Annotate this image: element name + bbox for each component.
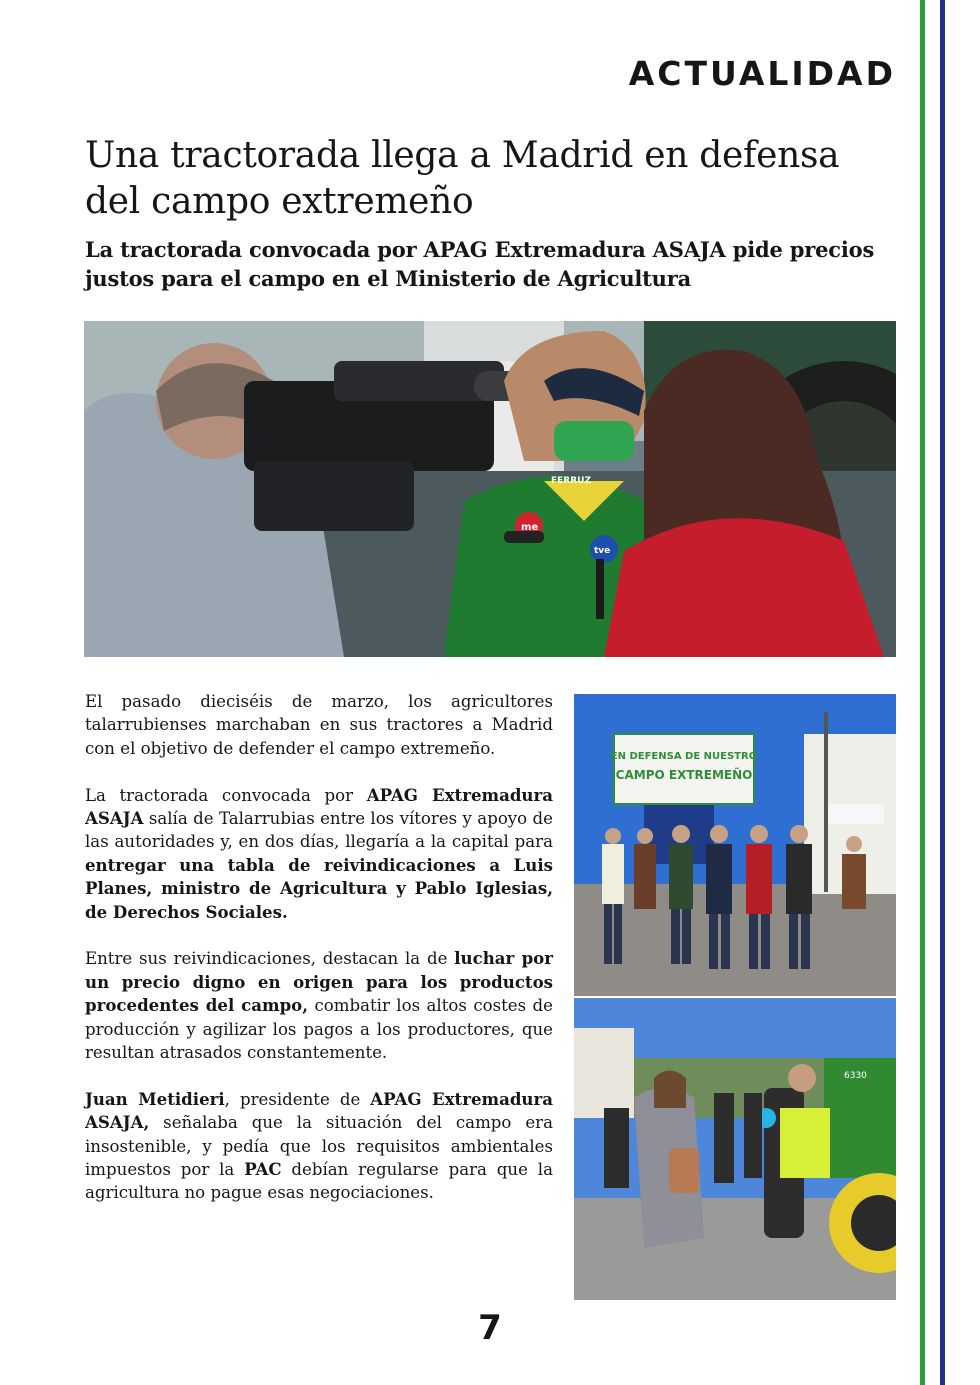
banner-line-2: CAMPO EXTREMEÑO: [615, 768, 753, 782]
cap-logo-text: FERRUZ: [551, 476, 591, 486]
green-border-stripe: [920, 0, 925, 1385]
tractor-number: 6330: [844, 1071, 867, 1081]
mic-logo-me: me: [521, 522, 539, 533]
side-photo-group-banner: [574, 694, 896, 996]
mic-logo-tve: tve: [594, 546, 611, 556]
blue-border-stripe: [940, 0, 945, 1385]
article-subtitle: La tractorada convocada por APAG Extremadura ASAJA pide precios justos para el campo en el Ministerio de Agricultura: [85, 237, 875, 291]
paragraph-1: El pasado dieciséis de marzo, los agricultores talarrubienses marchaban en sus tractores a Madrid con el objetivo de defender el campo extremeño.: [85, 692, 553, 758]
main-photo-interview: [84, 321, 896, 657]
banner-line-1: EN DEFENSA DE NUESTRO: [610, 751, 758, 762]
paragraph-2: La tractorada convocada por APAG Extremadura ASAJA salía de Talarrubias entre los vítores y apoyo de las autoridades y, en dos días, llegaría a la capital para entregar una tabla de reivindicaciones a Luis Planes, ministro de Agricultura y Pablo Iglesias, de Derechos Sociales.: [85, 784, 553, 922]
side-photo-tractor-interview: [574, 998, 896, 1300]
article-title: Una tractorada llega a Madrid en defensa del campo extremeño: [85, 135, 840, 222]
page-number: 7: [478, 1308, 502, 1348]
section-heading: ACTUALIDAD: [628, 54, 896, 93]
article-body: [85, 690, 553, 1228]
paragraph-3: Entre sus reivindicaciones, destacan la de luchar por un precio digno en origen para los productos procedentes del campo, combatir los altos costes de producción y agilizar los pagos a los productores, que resultan atrasados constantemente.: [85, 948, 553, 1063]
paragraph-4: Juan Metidieri, presidente de APAG Extremadura ASAJA, señalaba que la situación del campo era insostenible, y pedía que los requisitos ambientales impuestos por la PAC debían regularse para que la agricultura no pague esas negociaciones.: [85, 1088, 553, 1203]
